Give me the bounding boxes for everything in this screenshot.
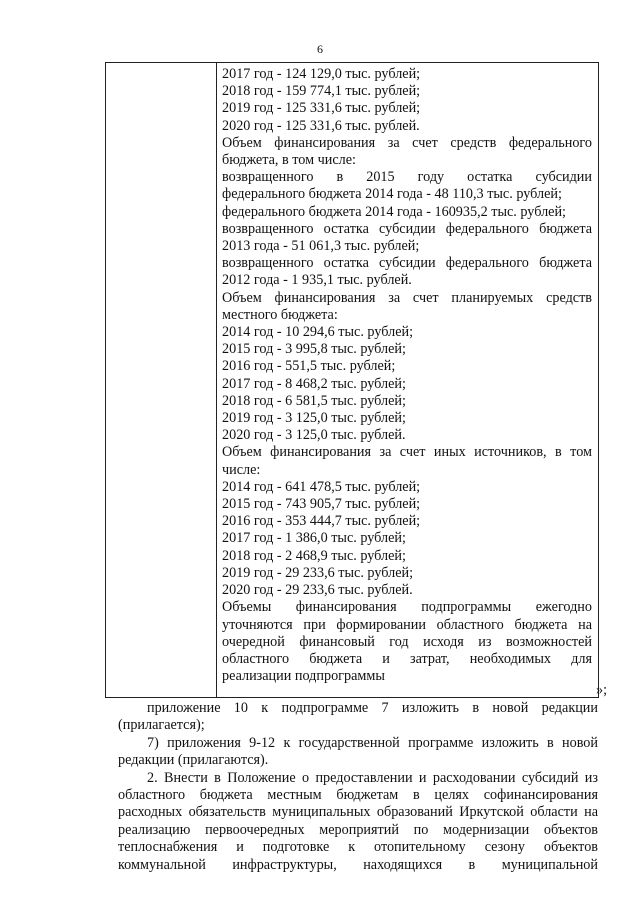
table-cell-line: 2017 год - 1 386,0 тыс. рублей; [222, 530, 406, 547]
table-cell-line: 2020 год - 125 331,6 тыс. рублей. [222, 117, 420, 134]
table-column-divider [216, 63, 217, 697]
table-cell-line: 2014 год - 641 478,5 тыс. рублей; [222, 478, 421, 495]
table-cell-line: областного бюджета и затрат, необходимых для [222, 650, 592, 667]
table-cell-line: Объем финансирования за счет иных источников, в том [222, 444, 592, 461]
table-cell-line: 2015 год - 743 905,7 тыс. рублей; [222, 496, 421, 513]
body-text-line: редакции (прилагаются). [118, 752, 269, 769]
table-cell-line: 2019 год - 29 233,6 тыс. рублей; [222, 564, 414, 581]
body-text-line: 2. Внести в Положение о предоставлении и расходовании субсидий из [147, 769, 598, 786]
table-cell-line: 2013 года - 51 061,3 тыс. рублей; [222, 238, 420, 255]
table-cell-line: 2014 год - 10 294,6 тыс. рублей; [222, 324, 414, 341]
closing-quote-mark: »; [596, 682, 608, 698]
table-cell-line: 2020 год - 29 233,6 тыс. рублей. [222, 582, 413, 599]
table-cell-line: местного бюджета: [222, 306, 338, 323]
body-text-line: расходных обязательств муниципальных образований Иркутской области на [118, 804, 598, 821]
table-cell-line: возвращенного в 2015 году остатка субсидии [222, 169, 592, 186]
body-text-line: коммунальной инфраструктуры, находящихся в муниципальной [118, 856, 598, 873]
table-cell-line: возвращенного остатка субсидии федерального бюджета [222, 255, 592, 272]
table-cell-line: 2020 год - 3 125,0 тыс. рублей. [222, 427, 406, 444]
table-cell-line: 2016 год - 551,5 тыс. рублей; [222, 358, 396, 375]
table-cell-line: 2012 года - 1 935,1 тыс. рублей. [222, 272, 412, 289]
body-text-line: областного бюджета местным бюджетам в целях софинансирования [118, 787, 598, 804]
body-text-line: приложение 10 к подпрограмме 7 изложить в новой редакции [147, 700, 598, 716]
table-cell-line: федерального бюджета 2014 года - 48 110,3 тыс. рублей; [222, 186, 562, 203]
body-text-line: (прилагается); [118, 717, 205, 734]
body-text-line: теплоснабжения и подготовке к отопительному сезону объектов [118, 839, 598, 856]
table-cell-line: 2019 год - 3 125,0 тыс. рублей; [222, 410, 406, 427]
table-cell-line: 2017 год - 8 468,2 тыс. рублей; [222, 375, 406, 392]
table-cell-line: 2015 год - 3 995,8 тыс. рублей; [222, 341, 406, 358]
body-text-line: 7) приложения 9-12 к государственной программе изложить в новой [147, 734, 598, 751]
table-cell-line: 2018 год - 2 468,9 тыс. рублей; [222, 547, 406, 564]
table-cell-line: числе: [222, 461, 261, 478]
table-cell-line: 2016 год - 353 444,7 тыс. рублей; [222, 513, 421, 530]
table-cell-line: реализации подпрограммы [222, 668, 385, 685]
table-cell-line: очередной финансовый год исходя из возможностей [222, 633, 592, 650]
table-cell-line: 2019 год - 125 331,6 тыс. рублей; [222, 100, 421, 117]
financing-table [105, 62, 599, 698]
table-cell-line: 2017 год - 124 129,0 тыс. рублей; [222, 66, 421, 82]
table-cell-line: Объем финансирования за счет планируемых средств [222, 289, 592, 306]
body-text-line: реализацию первоочередных мероприятий по модернизации объектов [118, 821, 598, 838]
table-cell-line: 2018 год - 6 581,5 тыс. рублей; [222, 392, 406, 409]
table-cell-line: бюджета, в том числе: [222, 152, 356, 169]
table-cell-line: Объем финансирования за счет средств федерального [222, 134, 592, 151]
table-cell-line: возвращенного остатка субсидии федерального бюджета [222, 220, 592, 237]
table-cell-line: уточняются при формировании областного бюджета на [222, 616, 592, 633]
page-number: 6 [317, 42, 323, 56]
table-cell-line: 2018 год - 159 774,1 тыс. рублей; [222, 83, 421, 100]
document-body-text [118, 700, 598, 874]
table-cell-financing-text [222, 66, 592, 685]
table-cell-line: федерального бюджета 2014 года - 160935,2 тыс. рублей; [222, 203, 566, 220]
table-cell-line: Объемы финансирования подпрограммы ежегодно [222, 599, 592, 616]
